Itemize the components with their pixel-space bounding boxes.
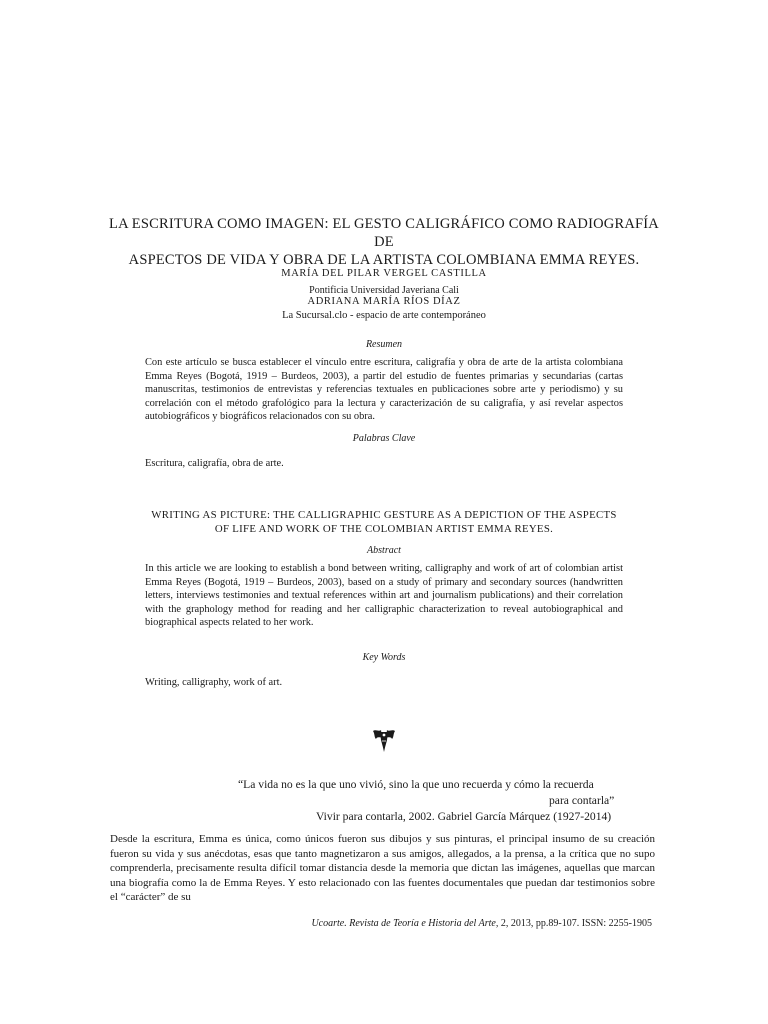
keywords-heading-es: Palabras Clave xyxy=(352,433,416,444)
affiliation-1: Pontificia Universidad Javeriana Cali xyxy=(309,285,459,296)
journal-details: 2, 2013, pp.89-107. ISSN: 2255-1905 xyxy=(498,918,652,929)
fleuron-icon xyxy=(370,728,398,754)
title-line-2: ASPECTOS DE VIDA Y OBRA DE LA ARTISTA COLOMBIANA EMMA REYES. xyxy=(128,252,640,268)
article-title xyxy=(100,215,668,269)
affiliation-2: La Sucursal.clo - espacio de arte contemporáneo xyxy=(282,310,486,321)
keywords-en: Writing, calligraphy, work of art. xyxy=(145,677,283,688)
author-2: ADRIANA MARÍA RÍOS DÍAZ xyxy=(307,296,461,307)
journal-footer xyxy=(311,918,652,929)
abstract-heading-en: Abstract xyxy=(367,545,401,556)
epigraph-quote-line-2: para contarla” xyxy=(549,794,615,807)
author-1: MARÍA DEL PILAR VERGEL CASTILLA xyxy=(281,268,487,279)
keywords-heading-en: Key Words xyxy=(362,652,406,663)
english-title-line-2: OF LIFE AND WORK OF THE COLOMBIAN ARTIST EMMA REYES. xyxy=(214,523,554,535)
english-title xyxy=(140,508,628,536)
journal-name: Ucoarte. Revista de Teoría e Historia del Arte, xyxy=(311,918,499,929)
abstract-text-en: In this article we are looking to establish a bond between writing, calligraphy and work of art of colombian artist Emma Reyes (Bogotá, 1919 – Burdeos, 2003), based on a study of primary and secondary sources (handwritten letters, interviews testimonies and textual references within art and journalism publications) and their correlation with the graphology method for reading and her calligraphic characterization to reveal autobiographical and biographical aspects related to her work. xyxy=(145,563,623,629)
english-title-line-1: WRITING AS PICTURE: THE CALLIGRAPHIC GESTURE AS A DEPICTION OF THE ASPECTS xyxy=(151,509,617,521)
epigraph-quote-line-1: “La vida no es la que uno vivió, sino la que uno recuerda y cómo la recuerda xyxy=(238,778,594,791)
abstract-heading-es: Resumen xyxy=(365,339,403,350)
abstract-text-es: Con este artículo se busca establecer el vínculo entre escritura, caligrafía y obra de arte de la artista colombiana Emma Reyes (Bogotá, 1919 – Burdeos, 2003), a partir del estudio de fuentes primarias y secundarias (cartas manuscritas, testimonios de entrevistas y referencias textuales en publicaciones sobre arte y periodismo) y su correlación con el método grafológico para la lectura y caracterización de su caligrafía, y así revelar aspectos autobiográficos y biográficos relacionados con su obra. xyxy=(145,357,623,423)
body-paragraph: Desde la escritura, Emma es única, como únicos fueron sus dibujos y sus pinturas, el principal insumo de su creación fueron su vida y sus anécdotas, esas que tanto magnetizaron a sus amigos, allegados, a la prensa, a la crítica que no supo comprenderla, precisamente resulta difícil tomar distancia desde la memoria que dictan las imágenes, aquellas que marcan una biografía como la de Emma Reyes. Y esto relacionado con las fuentes documentales que puedan dar testimonios sobre el “carácter” de su xyxy=(110,833,655,904)
keywords-es: Escritura, caligrafía, obra de arte. xyxy=(145,458,284,469)
title-line-1: LA ESCRITURA COMO IMAGEN: EL GESTO CALIGRÁFICO COMO RADIOGRAFÍA DE xyxy=(109,216,659,250)
epigraph-source: Vivir para contarla, 2002. Gabriel García Márquez (1927-2014) xyxy=(316,810,612,823)
